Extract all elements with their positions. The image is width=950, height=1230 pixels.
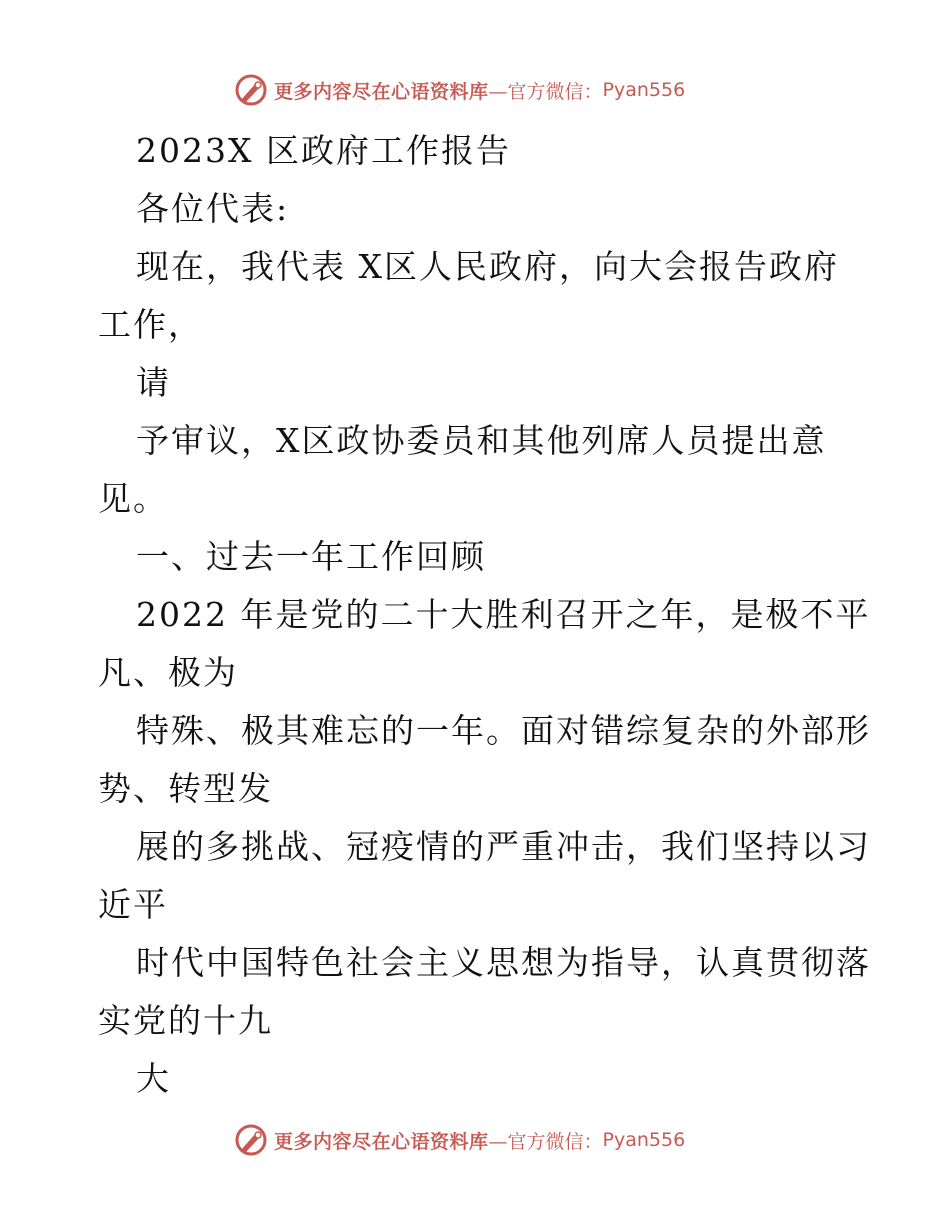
salutation: 各位代表: bbox=[136, 189, 290, 228]
pen-logo-icon bbox=[234, 73, 268, 107]
header-watermark bbox=[234, 72, 685, 108]
watermark-id: Pyan556 bbox=[602, 1129, 686, 1151]
paragraph-line: 凡、极为 bbox=[98, 653, 238, 692]
paragraph-line: 特殊、极其难忘的一年。面对错综复杂的外部形 bbox=[136, 711, 871, 750]
watermark-suffix: —官方微信： bbox=[488, 1130, 603, 1153]
document-title: 2023X 区政府工作报告 bbox=[136, 131, 511, 170]
paragraph-line: 2022 年是党的二十大胜利召开之年，是极不平 bbox=[136, 595, 871, 634]
paragraph-line: 势、转型发 bbox=[98, 769, 273, 808]
paragraph-line: 工作， bbox=[98, 305, 203, 344]
watermark-id: Pyan556 bbox=[602, 79, 686, 101]
paragraph-line: 时代中国特色社会主义思想为指导，认真贯彻落 bbox=[136, 943, 871, 982]
document-body bbox=[98, 122, 871, 1108]
paragraph-line: 实党的十九 bbox=[98, 1001, 273, 1040]
paragraph-line: 见。 bbox=[98, 479, 168, 518]
watermark-brand: 更多内容尽在心语资料库 bbox=[274, 1130, 489, 1153]
paragraph-line: 近平 bbox=[98, 885, 168, 924]
paragraph-line: 大 bbox=[136, 1059, 171, 1098]
paragraph-line: 现在，我代表 X区人民政府，向大会报告政府 bbox=[136, 247, 839, 286]
footer-watermark bbox=[234, 1122, 685, 1158]
section-heading: 一、过去一年工作回顾 bbox=[136, 537, 486, 576]
watermark-brand: 更多内容尽在心语资料库 bbox=[274, 80, 489, 103]
paragraph-line: 展的多挑战、冠疫情的严重冲击，我们坚持以习 bbox=[136, 827, 871, 866]
paragraph-line: 请 bbox=[136, 363, 171, 402]
watermark-suffix: —官方微信： bbox=[488, 80, 603, 103]
paragraph-line: 予审议，X区政协委员和其他列席人员提出意 bbox=[136, 421, 827, 460]
pen-logo-icon bbox=[234, 1123, 268, 1157]
